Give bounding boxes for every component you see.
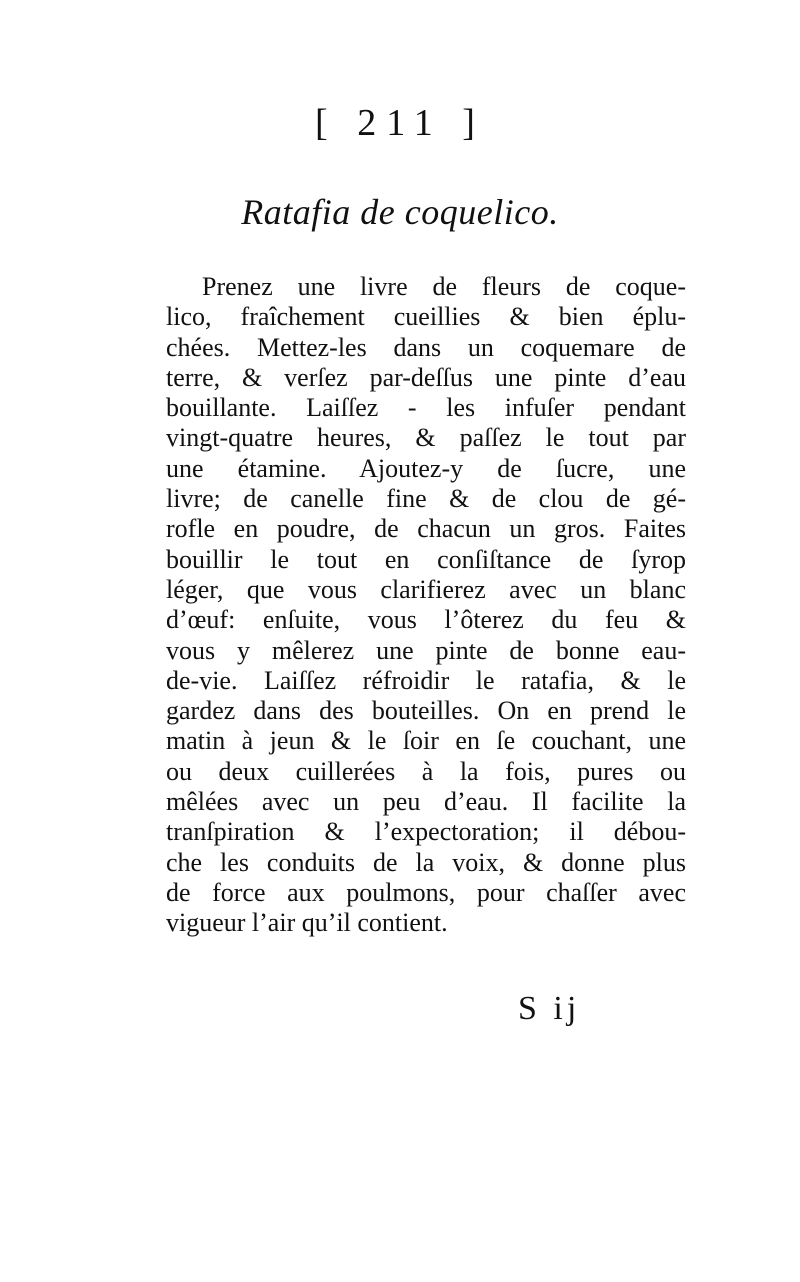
text-line: léger, que vous clarifierez avec un blanc <box>166 574 686 604</box>
text-line: che les conduits de la voix, & donne plus <box>166 847 686 877</box>
text-line: rofle en poudre, de chacun un gros. Faites <box>166 514 686 544</box>
text-line: livre; de canelle fine & de clou de gé- <box>166 484 686 514</box>
text-line: vigueur l’air qu’il contient. <box>166 908 448 938</box>
section-title: Ratafia de coquelico. <box>241 192 559 232</box>
text-line: Prenez une livre de fleurs de coque- <box>202 272 686 301</box>
text-line: de force aux poulmons, pour chaſſer avec <box>166 877 686 907</box>
signature-mark: S ij <box>518 990 581 1027</box>
text-line: de-vie. Laiſſez réfroidir le ratafia, & le <box>166 665 686 695</box>
text-line: chées. Mettez-les dans un coquemare de <box>166 332 686 362</box>
text-line: gardez dans des bouteilles. On en prend le <box>166 696 686 726</box>
text-line: ou deux cuillerées à la fois, pures ou <box>166 756 686 786</box>
text-line: terre, & verſez par-deſſus une pinte d’eau <box>166 362 686 392</box>
text-line: bouillir le tout en conſiſtance de ſyrop <box>166 544 686 574</box>
text-line: une étamine. Ajoutez-y de ſucre, une <box>166 453 686 483</box>
text-line: vingt-quatre heures, & paſſez le tout par <box>166 423 686 453</box>
recipe-paragraph <box>166 272 686 939</box>
text-line: matin à jeun & le ſoir en ſe couchant, une <box>166 726 686 756</box>
text-line: lico, fraîchement cueillies & bien éplu- <box>166 302 686 332</box>
text-line: tranſpiration & l’expectoration; il débou- <box>166 817 686 847</box>
page-number: [ 211 ] <box>315 102 485 144</box>
text-line: mêlées avec un peu d’eau. Il facilite la <box>166 787 686 817</box>
text-line: vous y mêlerez une pinte de bonne eau- <box>166 635 686 665</box>
text-line: bouillante. Laiſſez - les infuſer pendant <box>166 393 686 423</box>
text-line: d’œuf: enſuite, vous l’ôterez du feu & <box>166 605 686 635</box>
